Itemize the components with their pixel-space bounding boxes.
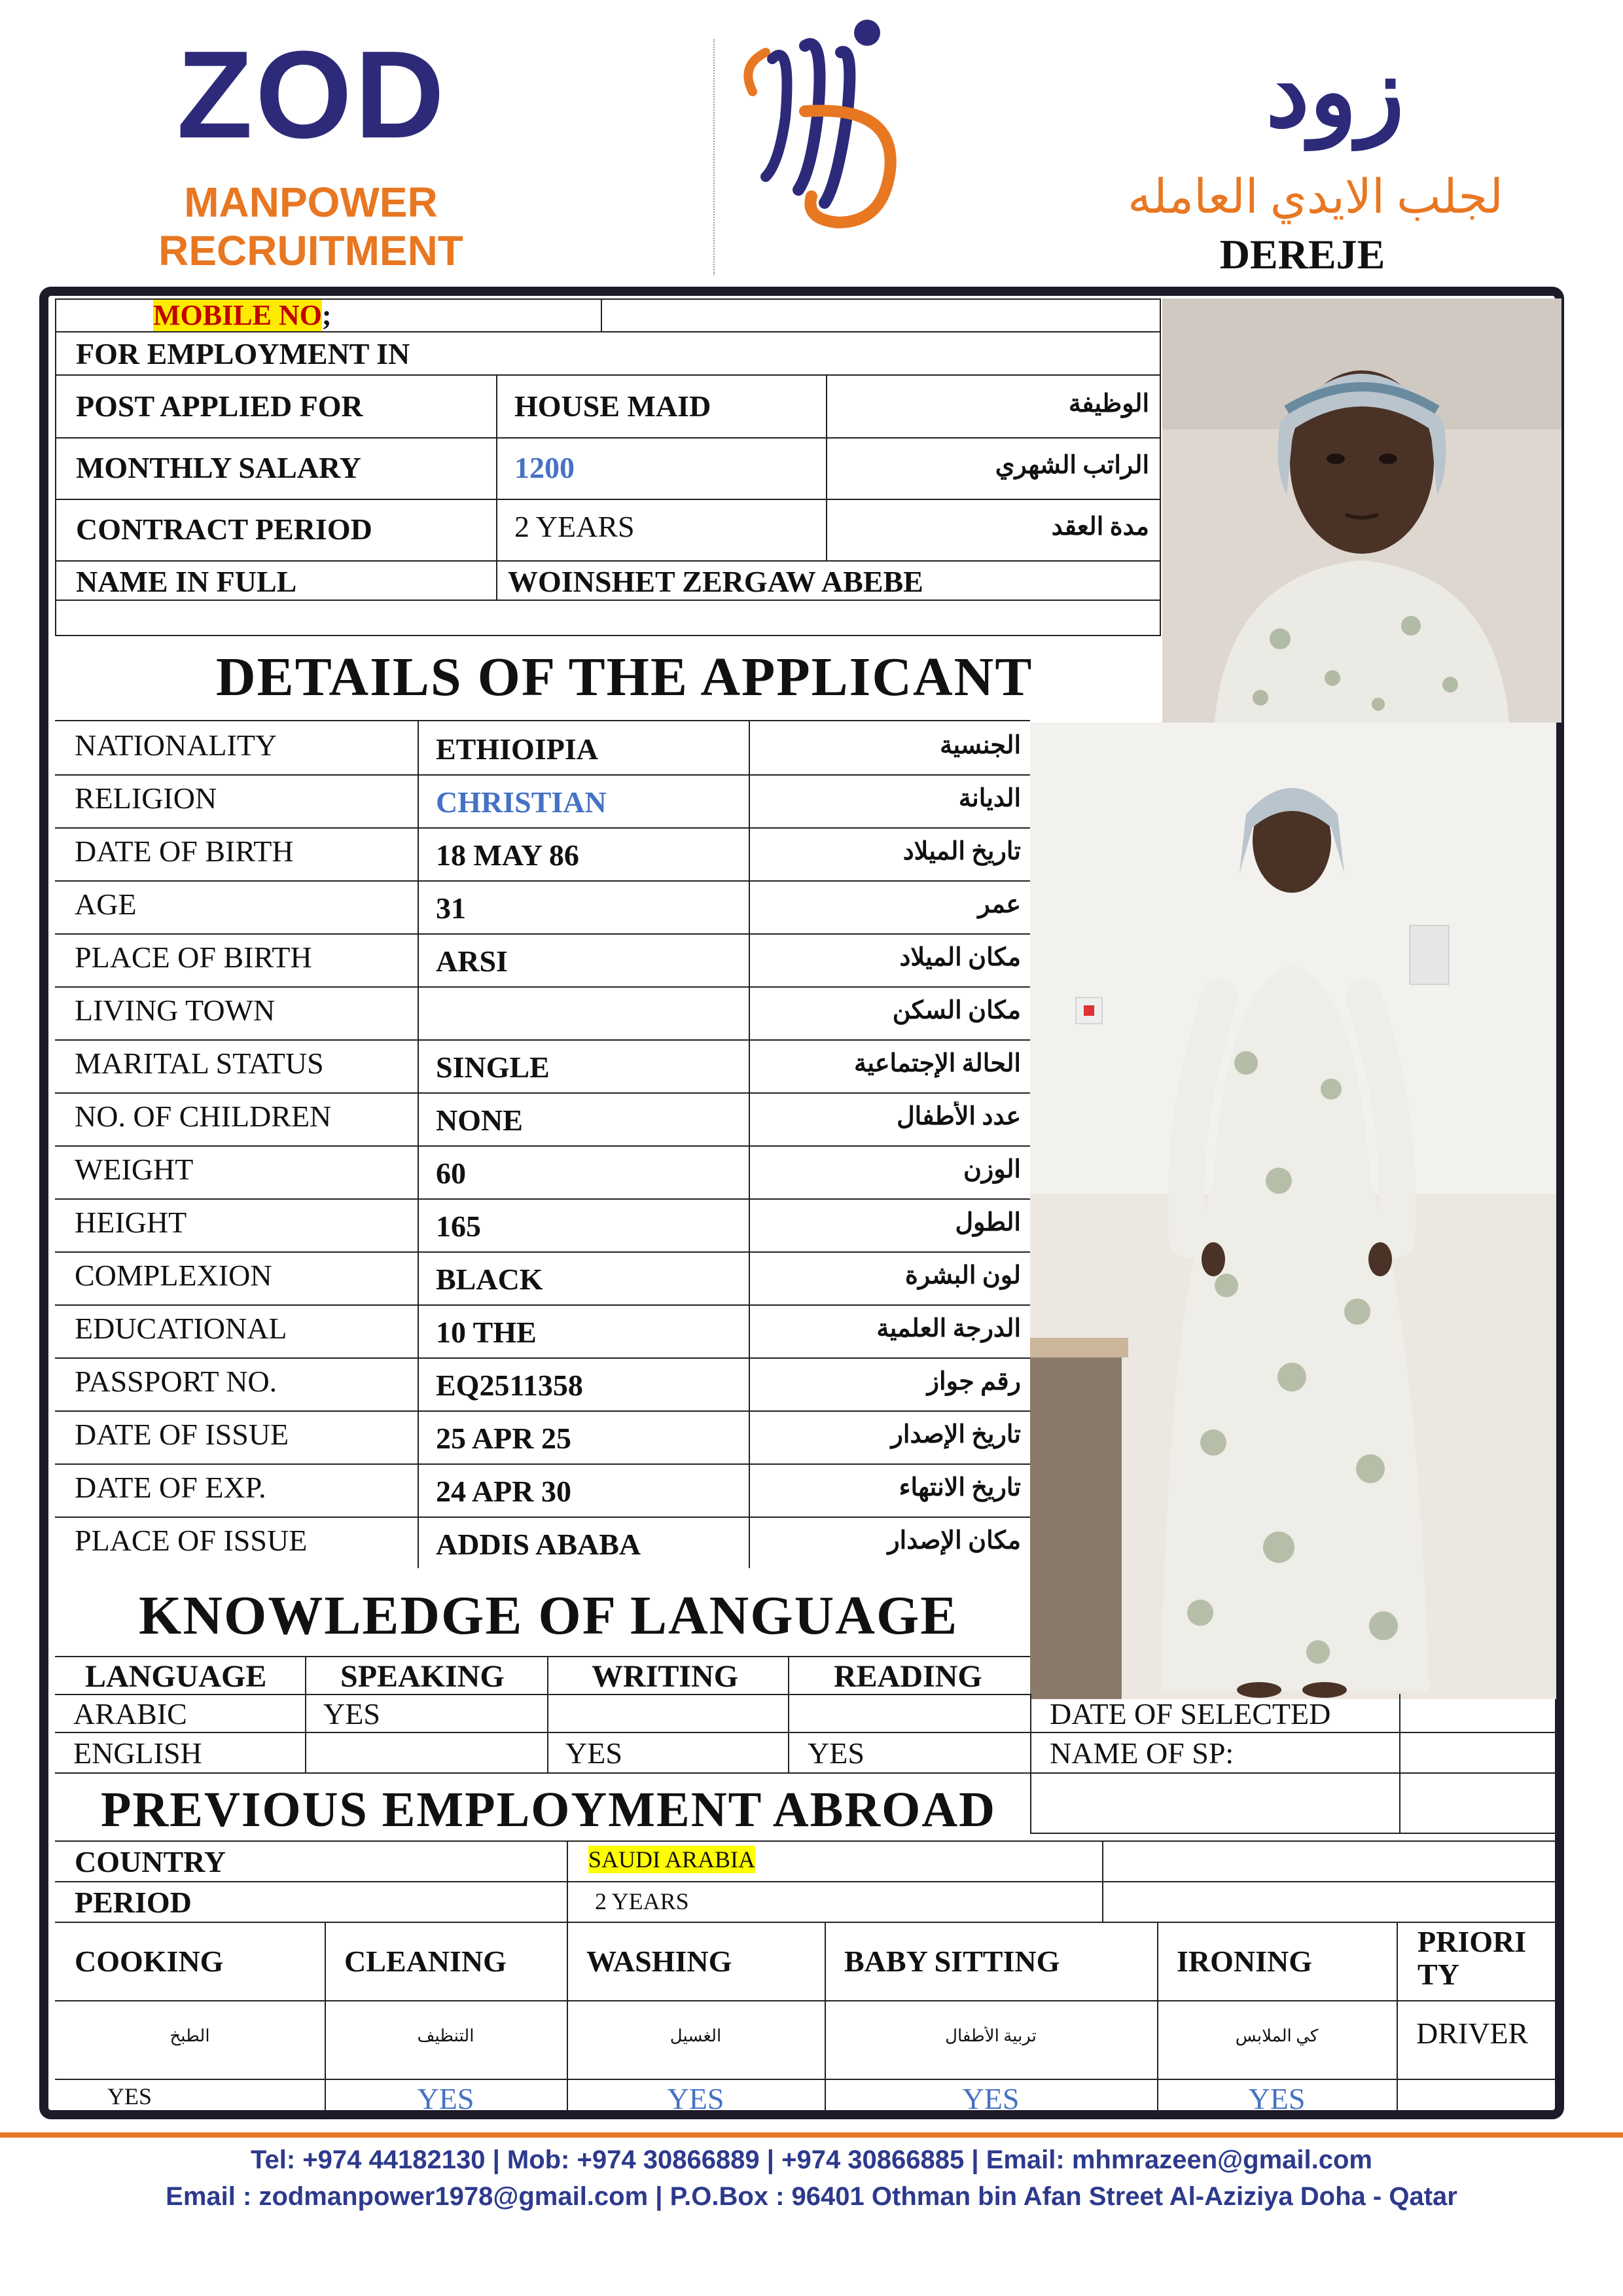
details-arabic-label: الحالة الإجتماعية	[854, 1050, 1021, 1077]
details-value: 60	[436, 1157, 466, 1190]
salary-label: MONTHLY SALARY	[76, 451, 361, 484]
details-arabic-label: تاريخ الإصدار	[891, 1421, 1021, 1448]
details-label: LIVING TOWN	[75, 994, 276, 1027]
name-label: NAME IN FULL	[76, 565, 297, 598]
footer-divider	[0, 2132, 1623, 2138]
name-of-sp-label: NAME OF SP:	[1050, 1736, 1234, 1770]
lang-english-reading: YES	[808, 1736, 865, 1770]
details-label: DATE OF ISSUE	[75, 1418, 289, 1451]
brand-figure-logo	[726, 13, 923, 236]
blank-row	[55, 601, 1161, 636]
details-value: ARSI	[436, 944, 508, 978]
details-value: 24 APR 30	[436, 1475, 571, 1508]
details-label: DATE OF BIRTH	[75, 834, 294, 868]
contract-arabic: مدة العقد	[1051, 513, 1149, 541]
skill-header-baby-sitting: BABY SITTING	[844, 1945, 1060, 1978]
priority-label: PRIORI TY	[1418, 1926, 1527, 1991]
period-label: PERIOD	[75, 1886, 192, 1919]
details-label: RELIGION	[75, 781, 217, 815]
details-value: SINGLE	[436, 1050, 550, 1084]
skill-header-cleaning: CLEANING	[344, 1945, 507, 1978]
details-value: 25 APR 25	[436, 1422, 571, 1455]
mobile-suffix: ;	[321, 300, 332, 331]
details-row-divider	[55, 1198, 1030, 1200]
contract-value: 2 YEARS	[514, 510, 635, 543]
skill-value-washing: YES	[667, 2082, 724, 2115]
salary-arabic: الراتب الشهري	[995, 452, 1149, 479]
lang-arabic-speaking: YES	[323, 1697, 380, 1731]
applicant-portrait-photo	[1162, 298, 1561, 723]
details-arabic-label: لون البشرة	[905, 1262, 1021, 1289]
details-row-divider	[55, 880, 1030, 882]
details-label: EDUCATIONAL	[75, 1312, 287, 1345]
skill-ar-washing: الغسيل	[669, 2026, 722, 2045]
top-table	[55, 376, 1161, 562]
details-row-divider	[55, 1145, 1030, 1147]
details-arabic-label: الديانة	[958, 785, 1021, 812]
details-row-divider	[55, 1092, 1030, 1094]
brand-logo-text: ZOD	[177, 26, 448, 164]
name-value: WOINSHET ZERGAW ABEBE	[508, 565, 923, 598]
language-title: KNOWLEDGE OF LANGUAGE	[139, 1585, 959, 1646]
details-title: DETAILS OF THE APPLICANT	[216, 647, 1033, 708]
details-label: NO. OF CHILDREN	[75, 1100, 332, 1133]
skill-ar-ironing: كي الملابس	[1235, 2026, 1319, 2045]
details-arabic-label: عمر	[978, 891, 1021, 918]
contract-label: CONTRACT PERIOD	[76, 512, 372, 546]
details-row-divider	[55, 1516, 1030, 1518]
salary-value: 1200	[514, 451, 575, 484]
details-arabic-label: الجنسية	[940, 732, 1021, 759]
details-table	[55, 720, 1030, 1568]
lang-english-writing: YES	[565, 1736, 622, 1770]
details-label: COMPLEXION	[75, 1259, 272, 1292]
lang-header-reading: READING	[834, 1659, 982, 1694]
previous-table	[55, 1840, 1556, 1926]
post-label: POST APPLIED FOR	[76, 389, 363, 423]
post-arabic: الوظيفة	[1068, 390, 1149, 418]
details-label: MARITAL STATUS	[75, 1047, 324, 1080]
lang-header-writing: WRITING	[592, 1659, 739, 1694]
skill-ar-cleaning: التنظيف	[417, 2026, 474, 2045]
brand-arabic-subtitle: لجلب الايدي العامله	[1128, 171, 1503, 223]
driver-label: DRIVER	[1416, 2017, 1529, 2050]
details-label: DATE OF EXP.	[75, 1471, 266, 1504]
details-arabic-label: مكان الإصدار	[887, 1527, 1021, 1554]
header-divider	[713, 39, 715, 275]
details-arabic-label: تاريخ الميلاد	[902, 838, 1021, 865]
details-arabic-label: مكان السكن	[892, 997, 1021, 1024]
details-arabic-label: الطول	[955, 1209, 1021, 1236]
country-value: SAUDI ARABIA	[588, 1846, 756, 1873]
details-row-divider	[55, 827, 1030, 829]
skills-table	[55, 1922, 1556, 2117]
details-value: 18 MAY 86	[436, 838, 579, 872]
details-row-divider	[55, 1304, 1030, 1306]
details-arabic-label: تاريخ الانتهاء	[899, 1474, 1021, 1501]
details-arabic-label: مكان الميلاد	[899, 944, 1021, 971]
details-row-divider	[55, 1039, 1030, 1041]
lang-arabic: ARABIC	[73, 1697, 187, 1731]
details-row-divider	[55, 1251, 1030, 1253]
details-label: AGE	[75, 888, 137, 921]
details-row-divider	[55, 933, 1030, 935]
details-label: PLACE OF BIRTH	[75, 941, 312, 974]
details-arabic-label: عدد الأطفال	[897, 1103, 1021, 1130]
previous-employment-title: PREVIOUS EMPLOYMENT ABROAD	[101, 1782, 997, 1837]
details-label: WEIGHT	[75, 1153, 194, 1186]
details-row-divider	[55, 986, 1030, 988]
details-value: ADDIS ABABA	[436, 1528, 641, 1561]
details-label: PASSPORT NO.	[75, 1365, 277, 1398]
name-row	[55, 562, 1161, 601]
footer-contact-line-1: Tel: +974 44182130 | Mob: +974 30866889 | +974 30866885 | Email: mhmrazeen@gmail.com	[251, 2145, 1372, 2174]
details-value: BLACK	[436, 1263, 543, 1296]
skill-header-ironing: IRONING	[1177, 1945, 1313, 1978]
details-arabic-label: رقم جواز	[927, 1368, 1021, 1395]
details-value: EQ2511358	[436, 1369, 583, 1402]
details-row-divider	[55, 1463, 1030, 1465]
details-value: 31	[436, 891, 466, 925]
period-value: 2 YEARS	[595, 1888, 689, 1914]
details-row-divider	[55, 1357, 1030, 1359]
skill-value-baby-sitting: YES	[962, 2082, 1020, 2115]
lang-english: ENGLISH	[73, 1736, 202, 1770]
details-value: ETHIOIPIA	[436, 732, 598, 766]
details-value: 10 THE	[436, 1316, 537, 1349]
brand-subtitle: MANPOWER RECRUITMENT	[158, 179, 463, 274]
skill-header-cooking: COOKING	[75, 1945, 224, 1978]
details-row-divider	[55, 1410, 1030, 1412]
details-value: 165	[436, 1210, 481, 1243]
details-label: PLACE OF ISSUE	[75, 1524, 308, 1557]
post-value: HOUSE MAID	[514, 389, 711, 423]
mobile-label: MOBILE NO	[153, 300, 322, 331]
details-label: HEIGHT	[75, 1206, 187, 1239]
skill-ar-cooking: الطبخ	[169, 2026, 210, 2045]
employment-label: FOR EMPLOYMENT IN	[55, 332, 1161, 376]
footer-contact-line-2: Email : zodmanpower1978@gmail.com | P.O.Box : 96401 Othman bin Afan Street Al-Aziziya Doha - Qatar	[166, 2182, 1457, 2211]
skill-value-cleaning: YES	[417, 2082, 474, 2115]
brand-arabic-logo: زود	[1266, 39, 1404, 147]
skill-value-ironing: YES	[1248, 2082, 1306, 2115]
skill-header-washing: WASHING	[586, 1945, 732, 1978]
details-label: NATIONALITY	[75, 728, 277, 762]
details-value: NONE	[436, 1103, 523, 1137]
details-value: CHRISTIAN	[436, 785, 607, 819]
lang-header-language: LANGUAGE	[85, 1659, 267, 1694]
agent-name: DEREJE	[1219, 231, 1385, 278]
applicant-fullbody-photo	[1030, 723, 1556, 1699]
details-row-divider	[55, 774, 1030, 776]
date-of-selected-label: DATE OF SELECTED	[1050, 1697, 1331, 1731]
country-label: COUNTRY	[75, 1845, 226, 1878]
details-arabic-label: الدرجة العلمية	[876, 1315, 1021, 1342]
skill-value-cooking: YES	[107, 2083, 152, 2109]
lang-header-speaking: SPEAKING	[340, 1659, 505, 1694]
mobile-row	[55, 298, 1161, 332]
details-arabic-label: الوزن	[963, 1156, 1021, 1183]
skill-ar-baby-sitting: تربية الأطفال	[945, 2026, 1037, 2045]
